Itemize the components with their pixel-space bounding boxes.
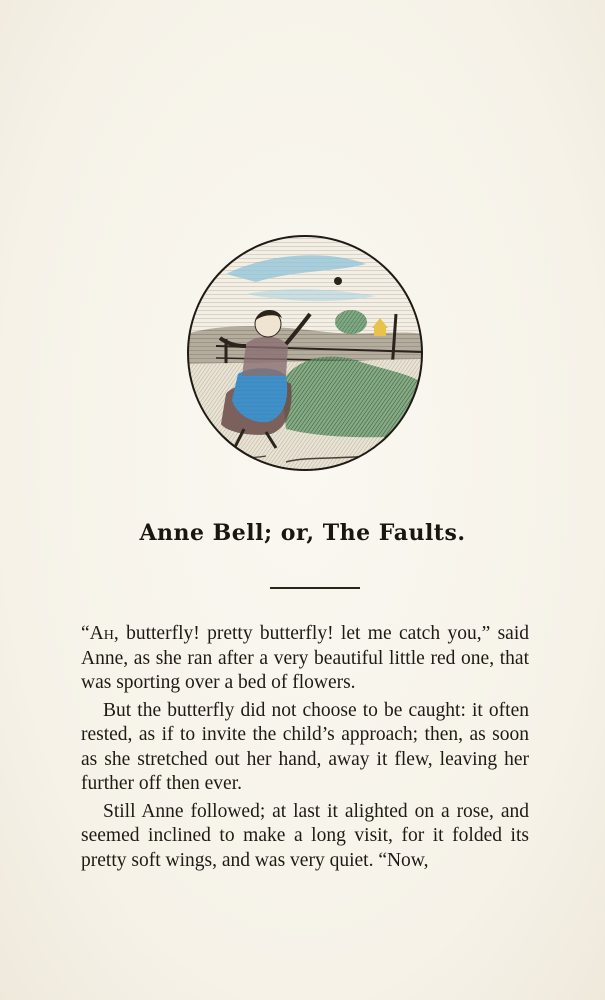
circular-illustration <box>186 234 424 472</box>
body-text <box>81 622 529 876</box>
paragraph-2: But the butterfly did not choose to be caught: it often rested, as if to invite the child’s approach; then, as soon as she stretched out her hand, away it flew, leaving her further off then ever. <box>81 699 529 794</box>
paragraph-3: Still Anne followed; at last it alighted on a rose, and seemed inclined to make a long visit, for it folded its pretty soft wings, and was very quiet. “Now, <box>81 800 529 871</box>
title-divider <box>270 587 360 589</box>
chapter-title: Anne Bell; or, The Faults. <box>139 520 466 546</box>
paragraph-1-lead: “Ah, <box>81 623 119 644</box>
paragraph-1-text: butterfly! pretty butterfly! let me catch you,” said Anne, as she ran after a very beautiful little red one, that was sporting over a bed of flowers. <box>81 623 529 693</box>
paragraph-1 <box>81 622 529 696</box>
